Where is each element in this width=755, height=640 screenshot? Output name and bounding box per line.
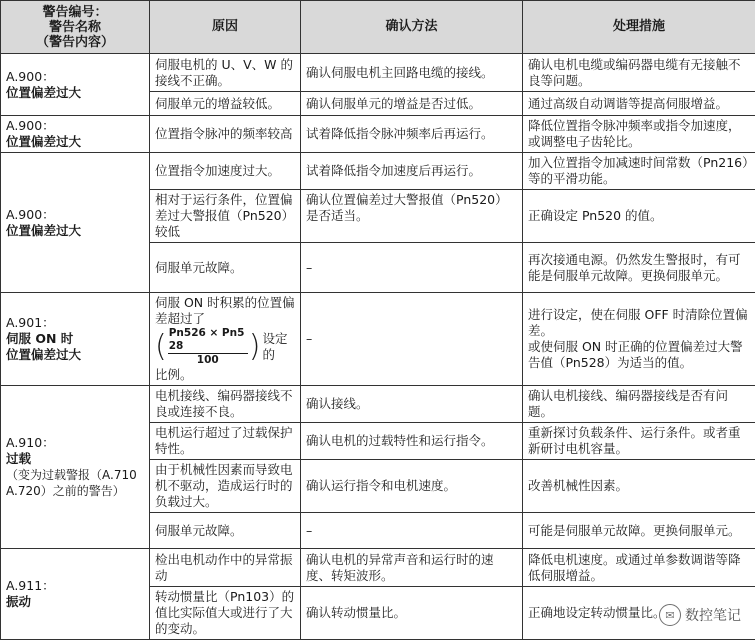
check-cell: – <box>301 513 523 549</box>
cause-cell: 检出电机动作中的异常振动 <box>150 549 301 587</box>
cause-cell: 转动惯量比（Pn103）的值比实际值大或进行了大的变动。 <box>150 587 301 640</box>
alarm-name: 位置偏差过大 <box>6 222 82 238</box>
action-cell: 确认电机电缆或编码器电缆有无接触不良等问题。 <box>523 54 755 92</box>
check-cell: 确认电机的异常声音和运行时的速度、转矩波形。 <box>301 549 523 587</box>
cause-cell: 由于机械性因素而导致电机不驱动，造成运行时的负载过大。 <box>150 460 301 513</box>
check-cell: 确认伺服电机主回路电缆的接线。 <box>301 54 523 92</box>
table-row <box>1 293 755 386</box>
table-row <box>1 116 755 153</box>
action-cell: 降低电机速度。或通过单参数调谐等降低伺服增益。 <box>523 549 755 587</box>
cause-cell: 伺服单元故障。 <box>150 513 301 549</box>
header-code: 警告编号： 警告名称 （警告内容） <box>1 1 150 54</box>
cause-cell: 电机接线、编码器接线不良或连接不良。 <box>150 386 301 423</box>
alarm-code-cell <box>1 54 150 116</box>
cause-cell <box>150 293 301 386</box>
alarm-code: A.900： <box>6 206 55 222</box>
cause-cell: 伺服单元故障。 <box>150 243 301 293</box>
alarm-code-cell <box>1 386 150 549</box>
check-cell: – <box>301 293 523 386</box>
alarm-code: A.910： <box>6 435 55 450</box>
check-cell: 试着降低指令加速度后再运行。 <box>301 153 523 190</box>
check-cell: 确认运行指令和电机速度。 <box>301 460 523 513</box>
alarm-name: 过载 <box>6 451 32 466</box>
table-row <box>1 153 755 190</box>
check-cell: – <box>301 243 523 293</box>
fraction-numerator: Pn526 × Pn528 <box>168 327 248 354</box>
alarm-code: A.911： <box>6 578 55 593</box>
check-cell: 确认转动惯量比。 <box>301 587 523 640</box>
alarm-note: （变为过载警报（A.710 A.720）之前的警告） <box>6 468 137 498</box>
check-cell: 确认电机的过载特性和运行指令。 <box>301 423 523 460</box>
alarm-code: A.901： <box>6 315 55 330</box>
alarm-name: 位置偏差过大 <box>6 134 82 149</box>
alarm-code: A.900： <box>6 118 55 133</box>
cause-formula <box>155 327 295 367</box>
action-cell: 进行设定，使在伺服 OFF 时清除位置偏差。 或使伺服 ON 时正确的位置偏差过大警告值（Pn528）为适当的值。 <box>523 293 755 386</box>
action-cell: 再次接通电源。仍然发生警报时，有可能是伺服单元故障。更换伺服单元。 <box>523 243 755 293</box>
action-cell: 可能是伺服单元故障。更换伺服单元。 <box>523 513 755 549</box>
header-cause: 原因 <box>150 1 301 54</box>
fraction-denominator: 100 <box>196 354 219 366</box>
action-cell: 确认电机接线、编码器接线是否有问题。 <box>523 386 755 423</box>
cause-tail: 比例。 <box>155 367 193 382</box>
header-row <box>1 1 755 54</box>
watermark <box>659 604 741 626</box>
action-cell: 改善机械性因素。 <box>523 460 755 513</box>
alarm-name: 位置偏差过大 <box>6 84 82 100</box>
cause-cell: 位置指令脉冲的频率较高 <box>150 116 301 153</box>
check-cell: 确认位置偏差过大警报值（Pn520）是否适当。 <box>301 190 523 243</box>
check-cell: 确认伺服单元的增益是否过低。 <box>301 92 523 116</box>
alarm-code-cell <box>1 116 150 153</box>
table-row <box>1 386 755 423</box>
alarm-code-cell <box>1 293 150 386</box>
alarm-code-cell <box>1 153 150 293</box>
action-cell: 重新探讨负载条件、运行条件。或者重新研讨电机容量。 <box>523 423 755 460</box>
check-cell: 确认接线。 <box>301 386 523 423</box>
alarm-name: 振动 <box>6 594 32 609</box>
action-cell: 降低位置指令脉冲频率或指令加速度，或调整电子齿轮比。 <box>523 116 755 153</box>
cause-suffix: 设定的 <box>262 331 288 362</box>
header-action: 处理措施 <box>523 1 755 54</box>
alarm-code-cell <box>1 549 150 640</box>
header-check: 确认方法 <box>301 1 523 54</box>
action-cell: 正确地设定转动惯量比。 <box>523 587 755 640</box>
cause-text: 伺服 ON 时积累的位置偏差超过了 <box>155 295 295 326</box>
right-paren: ) <box>248 329 261 364</box>
cause-cell: 伺服电机的 U、V、W 的接线不正确。 <box>150 54 301 92</box>
action-cell: 加入位置指令加减速时间常数（Pn216）等的平滑功能。 <box>523 153 755 190</box>
left-paren: ( <box>155 329 167 364</box>
cause-cell: 位置指令加速度过大。 <box>150 153 301 190</box>
fraction <box>168 327 248 367</box>
alarm-name: 伺服 ON 时 位置偏差过大 <box>6 331 82 362</box>
alarm-code: A.900： <box>6 68 55 84</box>
cause-cell: 相对于运行条件，位置偏差过大警报值（Pn520）较低 <box>150 190 301 243</box>
action-cell: 通过高级自动调谐等提高伺服增益。 <box>523 92 755 116</box>
check-cell: 试着降低指令脉冲频率后再运行。 <box>301 116 523 153</box>
table-row <box>1 54 755 92</box>
action-cell: 正确设定 Pn520 的值。 <box>523 190 755 243</box>
wechat-icon: ✉ <box>659 604 681 626</box>
cause-cell: 伺服单元的增益较低。 <box>150 92 301 116</box>
table-row <box>1 549 755 587</box>
cause-cell: 电机运行超过了过载保护特性。 <box>150 423 301 460</box>
watermark-text: 数控笔记 <box>685 608 741 624</box>
